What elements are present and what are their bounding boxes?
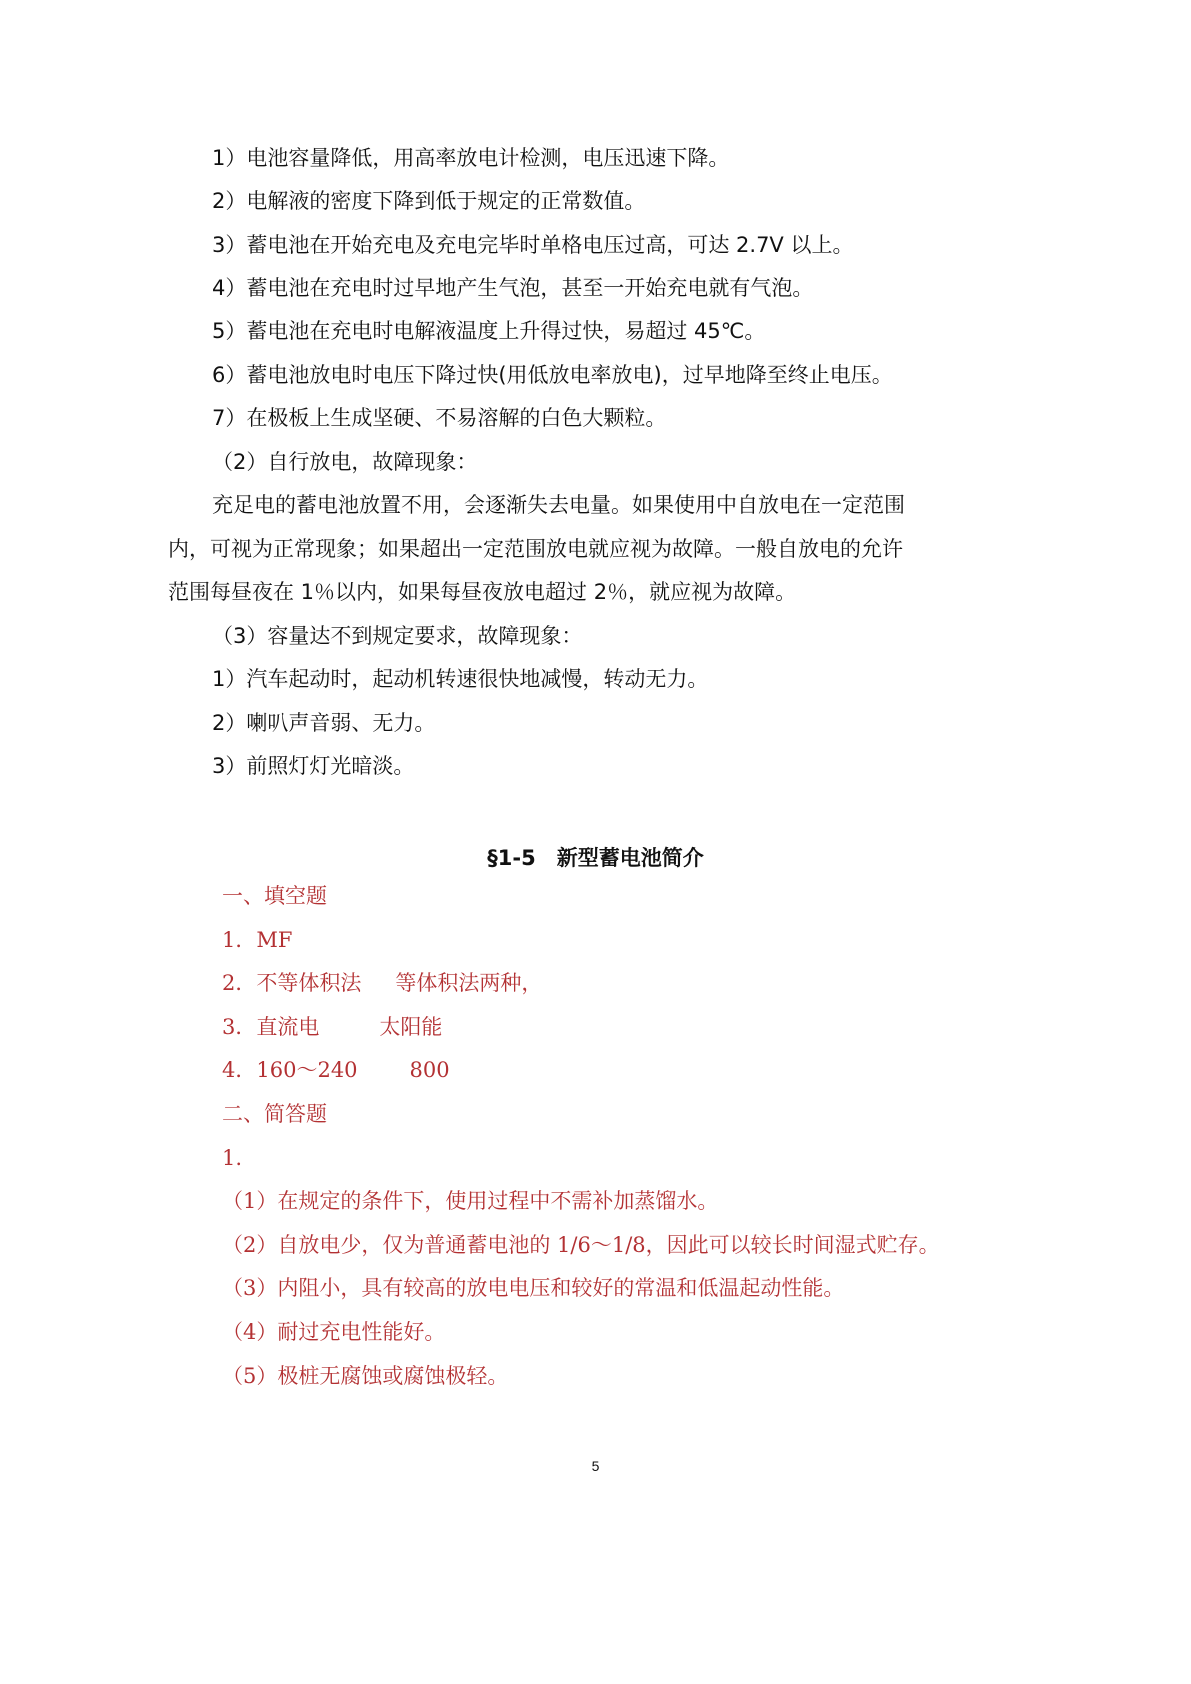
symptom-line: 4）蓄电池在充电时过早地产生气泡，甚至一开始充电就有气泡。 (212, 276, 814, 300)
fill-answer-a: 不等体积法 (256, 971, 362, 995)
symptom-line: 3）蓄电池在开始充电及充电完毕时单格电压过高，可达 2.7V 以上。 (212, 233, 854, 257)
page-number: 5 (591, 1458, 600, 1474)
fill-answer-num: 3． (222, 1015, 257, 1039)
section-heading: §1-5 新型蓄电池简介 (487, 846, 704, 870)
symptom-line: 5）蓄电池在充电时电解液温度上升得过快，易超过 45℃。 (212, 319, 766, 343)
symptom-line: 1）电池容量降低，用高率放电计检测，电压迅速下降。 (212, 146, 730, 170)
capacity-line: 2）喇叭声音弱、无力。 (212, 711, 436, 735)
paragraph-line: 范围每昼夜在 1％以内，如果每昼夜放电超过 2％，就应视为故障。 (168, 580, 797, 604)
fill-answer-a: 直流电 (256, 1015, 320, 1039)
capacity-line: 3）前照灯灯光暗淡。 (212, 754, 415, 778)
subsection-title: （2）自行放电，故障现象： (212, 450, 478, 474)
short-answer-number: 1. (222, 1146, 243, 1170)
symptom-line: 7）在极板上生成坚硬、不易溶解的白色大颗粒。 (212, 406, 667, 430)
fill-answer (222, 973, 542, 994)
paragraph-line: 充足电的蓄电池放置不用，会逐渐失去电量。如果使用中自放电在一定范围 (212, 493, 905, 517)
short-answer-line: （2）自放电少，仅为普通蓄电池的 1/6～1/8，因此可以较长时间湿式贮存。 (222, 1233, 940, 1257)
fill-answer (222, 1060, 450, 1081)
fill-answer-a: 160～240 (256, 1058, 358, 1082)
fill-answer-num: 2． (222, 971, 257, 995)
symptom-line: 6）蓄电池放电时电压下降过快(用低放电率放电)，过早地降至终止电压。 (212, 363, 893, 387)
capacity-line: 1）汽车起动时，起动机转速很快地减慢，转动无力。 (212, 667, 709, 691)
fill-answer (222, 1017, 442, 1038)
fill-answer (222, 930, 292, 951)
answer-section-title: 一、填空题 (222, 884, 327, 908)
short-answer-line: （3）内阻小，具有较高的放电电压和较好的常温和低温起动性能。 (222, 1276, 845, 1300)
subsection-title: （3）容量达不到规定要求，故障现象： (212, 624, 583, 648)
symptom-line: 2）电解液的密度下降到低于规定的正常数值。 (212, 189, 646, 213)
fill-answer-b: 等体积法两种， (395, 971, 543, 995)
answer-section-title: 二、简答题 (222, 1102, 327, 1126)
fill-answer-b: 太阳能 (379, 1015, 443, 1039)
fill-answer-text: 1．MF (222, 928, 293, 952)
short-answer-line: （5）极桩无腐蚀或腐蚀极轻。 (222, 1364, 509, 1388)
fill-answer-num: 4． (222, 1058, 257, 1082)
short-answer-line: （1）在规定的条件下，使用过程中不需补加蒸馏水。 (222, 1189, 719, 1213)
short-answer-line: （4）耐过充电性能好。 (222, 1320, 446, 1344)
paragraph-line: 内，可视为正常现象；如果超出一定范围放电就应视为故障。一般自放电的允许 (168, 537, 903, 561)
fill-answer-b: 800 (409, 1058, 450, 1082)
